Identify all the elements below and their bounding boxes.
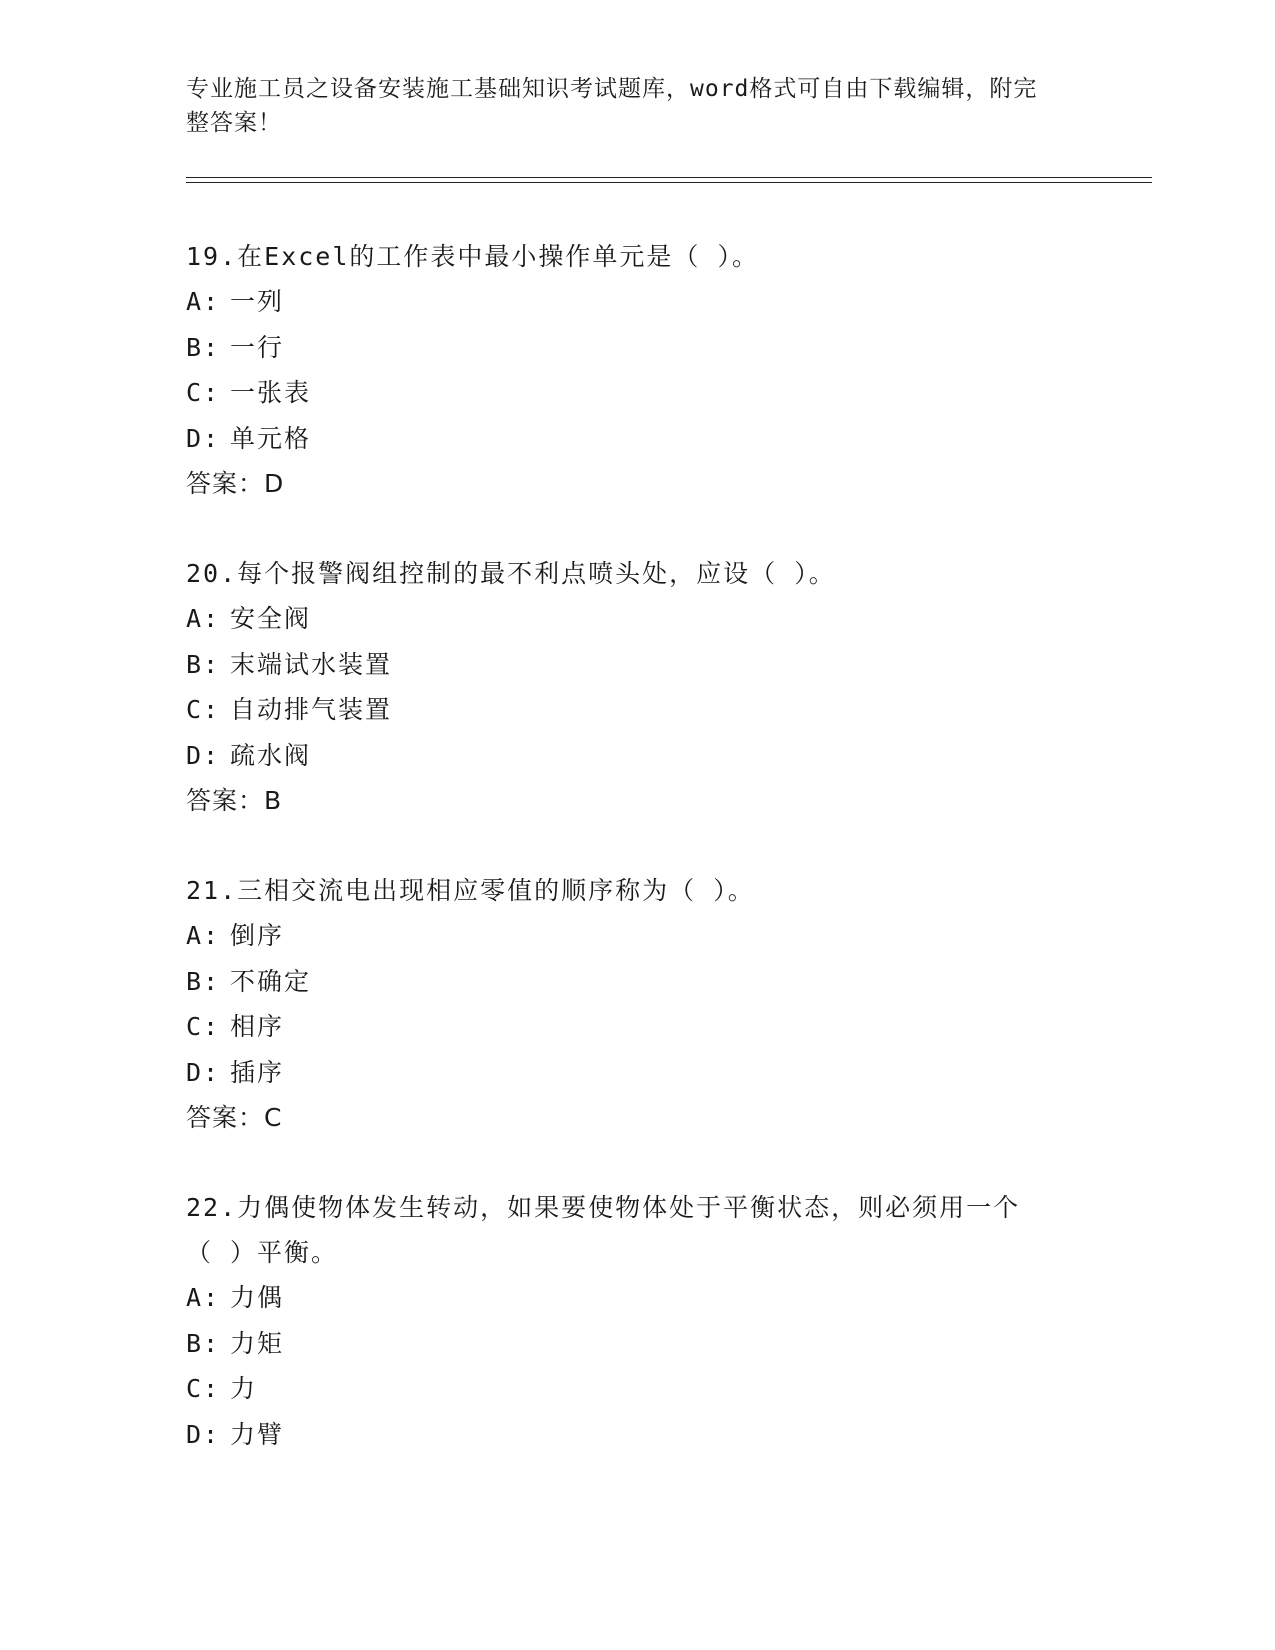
- option-c: [186, 687, 1086, 733]
- option-text: 一列: [230, 287, 285, 316]
- option-letter: B:: [186, 649, 221, 679]
- option-text: 力偶: [230, 1283, 285, 1312]
- option-text: 力臂: [230, 1419, 285, 1449]
- option-a: [186, 279, 1086, 325]
- option-b: [186, 642, 1086, 688]
- option-letter: A:: [186, 921, 221, 950]
- option-c: [186, 370, 1086, 416]
- question-stem: 21.三相交流电出现相应零值的顺序称为（ ）。: [186, 876, 755, 905]
- header-divider: [186, 182, 1152, 183]
- option-d: [186, 733, 1086, 779]
- option-letter: A:: [186, 287, 221, 316]
- option-a: [186, 913, 1086, 959]
- option-letter: C:: [186, 695, 221, 724]
- option-letter: B:: [186, 332, 221, 362]
- option-d: [186, 416, 1086, 462]
- answer-line: 答案：B: [186, 786, 283, 815]
- question-list: [186, 234, 1086, 1502]
- option-c: [186, 1004, 1086, 1050]
- question-stem: 22.力偶使物体发生转动，如果要使物体处于平衡状态，则必须用一个: [186, 1193, 1021, 1222]
- option-letter: A:: [186, 604, 221, 633]
- option-letter: D:: [186, 423, 221, 453]
- option-text: 插序: [230, 1057, 285, 1087]
- option-c: [186, 1366, 1086, 1412]
- option-text: 安全阀: [230, 604, 312, 633]
- answer-line: 答案：D: [186, 469, 285, 498]
- option-text: 倒序: [230, 921, 285, 950]
- option-letter: B:: [186, 966, 221, 996]
- document-header: [186, 72, 1066, 140]
- header-divider: [186, 177, 1152, 178]
- option-d: [186, 1050, 1086, 1096]
- option-text: 自动排气装置: [230, 695, 393, 724]
- option-text: 末端试水装置: [230, 649, 393, 679]
- option-letter: B:: [186, 1328, 221, 1358]
- option-text: 不确定: [230, 966, 312, 996]
- option-text: 一张表: [230, 378, 312, 407]
- question-19: [186, 234, 1086, 506]
- option-letter: C:: [186, 1012, 221, 1041]
- option-letter: D:: [186, 1419, 221, 1449]
- option-d: [186, 1412, 1086, 1458]
- option-a: [186, 1275, 1086, 1321]
- option-b: [186, 325, 1086, 371]
- option-letter: C:: [186, 1374, 221, 1403]
- option-text: 单元格: [230, 423, 312, 453]
- option-text: 力矩: [230, 1328, 285, 1358]
- question-21: [186, 868, 1086, 1140]
- option-text: 相序: [230, 1012, 285, 1041]
- option-text: 一行: [230, 332, 285, 362]
- option-b: [186, 1321, 1086, 1367]
- question-stem: 19.在Excel的工作表中最小操作单元是（ ）。: [186, 242, 759, 271]
- option-text: 力: [230, 1374, 258, 1403]
- answer-line: 答案：C: [186, 1103, 283, 1132]
- option-letter: C:: [186, 378, 221, 407]
- header-line: 整答案！: [186, 110, 282, 136]
- option-letter: D:: [186, 1057, 221, 1087]
- question-22: [186, 1185, 1086, 1457]
- option-a: [186, 596, 1086, 642]
- question-20: [186, 551, 1086, 823]
- option-b: [186, 959, 1086, 1005]
- question-stem: 20.每个报警阀组控制的最不利点喷头处，应设（ ）。: [186, 559, 836, 588]
- question-stem-continued: （ ）平衡。: [186, 1238, 339, 1267]
- option-text: 疏水阀: [230, 740, 312, 770]
- header-line: 专业施工员之设备安装施工基础知识考试题库，word格式可自由下载编辑，附完: [186, 76, 1038, 102]
- option-letter: D:: [186, 740, 221, 770]
- option-letter: A:: [186, 1283, 221, 1312]
